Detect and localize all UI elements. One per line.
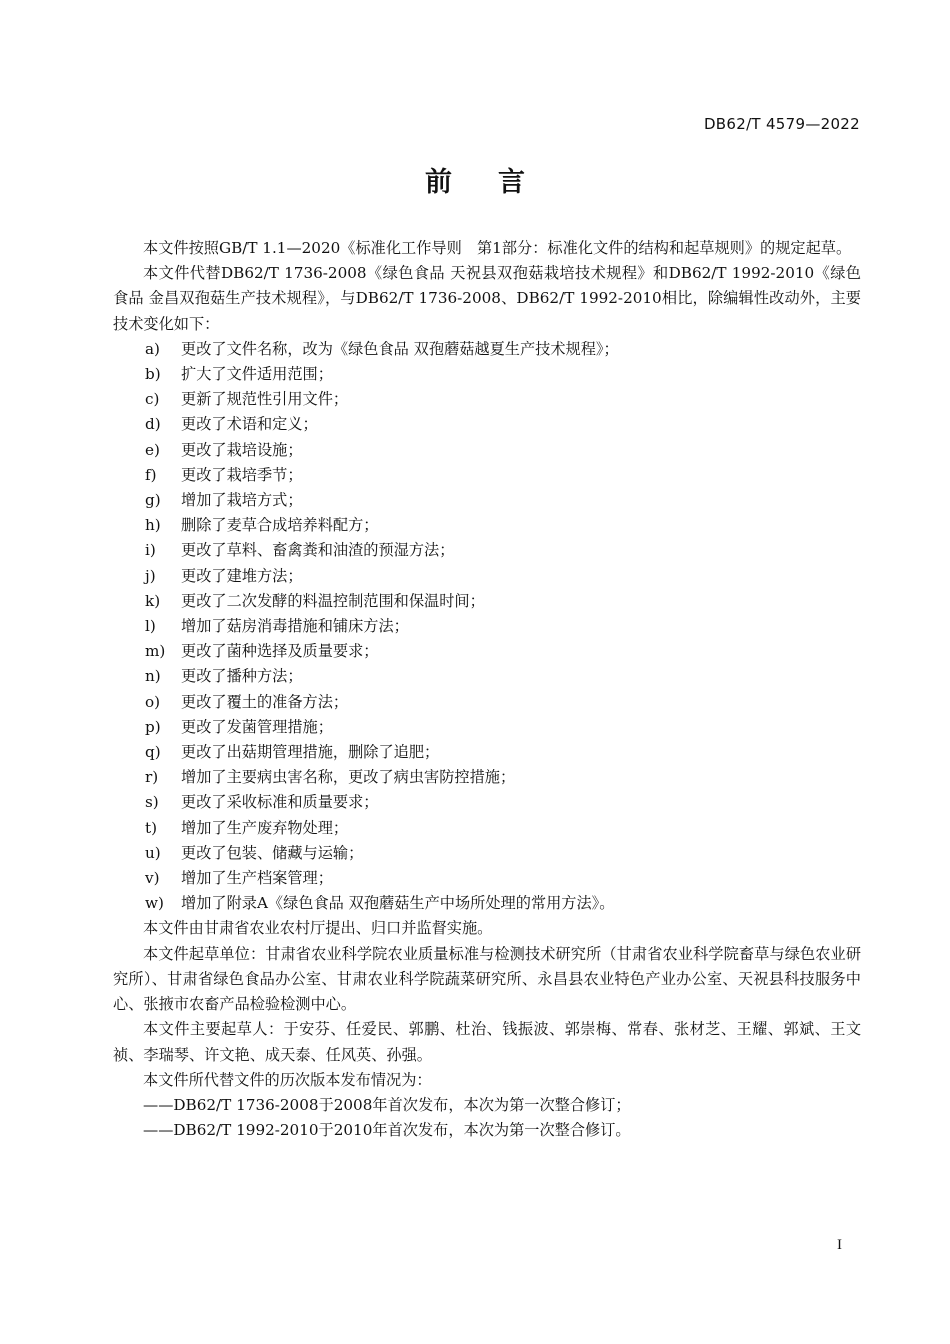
list-item-marker: k)	[145, 591, 161, 610]
list-item-marker: s)	[145, 793, 159, 812]
list-item-text: 增加了主要病虫害名称，更改了病虫害防控措施；	[181, 768, 516, 787]
drafters-paragraph: 本文件主要起草人：于安芬、任爱民、郭鹏、杜治、钱振波、郭崇梅、常春、张材芝、王耀、郭斌、王文祯、李瑞琴、许文艳、成天泰、任风英、孙强。	[113, 1020, 861, 1064]
history-item: ——DB62/T 1736-2008于2008年首次发布，本次为第一次整合修订；	[143, 1095, 631, 1114]
list-item-marker: p)	[145, 717, 161, 736]
list-item	[113, 488, 861, 513]
list-item-marker: i)	[145, 541, 156, 560]
list-item-marker: w)	[145, 894, 164, 913]
title-char-1: 前	[425, 167, 452, 198]
page-number: I	[837, 1237, 842, 1253]
list-item-text: 删除了麦草合成培养料配方；	[181, 516, 379, 535]
list-item-marker: t)	[145, 818, 158, 837]
list-item	[113, 438, 861, 463]
changes-list	[113, 337, 861, 917]
list-item-text: 增加了菇房消毒措施和铺床方法；	[181, 617, 409, 636]
list-item-marker: d)	[145, 415, 161, 434]
list-item-text: 增加了生产废弃物处理；	[181, 818, 349, 837]
list-item	[113, 715, 861, 740]
list-item-text: 更新了规范性引用文件；	[181, 390, 349, 409]
list-item-text: 更改了菌种选择及质量要求；	[181, 642, 379, 661]
list-item	[113, 690, 861, 715]
list-item	[113, 639, 861, 664]
list-item-text: 增加了生产档案管理；	[181, 869, 333, 888]
list-item	[113, 866, 861, 891]
list-item	[113, 387, 861, 412]
list-item-marker: v)	[145, 869, 160, 888]
list-item-marker: q)	[145, 743, 161, 762]
list-item-marker: b)	[145, 365, 161, 384]
list-item-text: 更改了草料、畜禽粪和油渣的预湿方法；	[181, 541, 455, 560]
list-item-text: 更改了术语和定义；	[181, 415, 318, 434]
list-item-marker: h)	[145, 516, 161, 535]
document-body	[113, 236, 861, 1143]
title-char-2: 言	[498, 167, 525, 198]
list-item-text: 更改了采收标准和质量要求；	[181, 793, 379, 812]
list-item-text: 更改了栽培设施；	[181, 440, 303, 459]
document-code: DB62/T 4579—2022	[703, 115, 860, 133]
list-item-text: 增加了附录A《绿色食品 双孢蘑菇生产中场所处理的常用方法》。	[181, 894, 615, 913]
list-item	[113, 463, 861, 488]
list-item-marker: j)	[145, 566, 156, 585]
list-item-marker: c)	[145, 390, 160, 409]
list-item-marker: m)	[145, 642, 166, 661]
list-item	[113, 816, 861, 841]
list-item-text: 更改了栽培季节；	[181, 465, 303, 484]
list-item-marker: f)	[145, 465, 157, 484]
list-item-marker: r)	[145, 768, 159, 787]
list-item-marker: o)	[145, 692, 161, 711]
list-item-marker: u)	[145, 843, 161, 862]
list-item	[113, 337, 861, 362]
list-item-marker: e)	[145, 440, 160, 459]
list-item	[113, 790, 861, 815]
list-item	[113, 841, 861, 866]
list-item	[113, 564, 861, 589]
list-item-marker: a)	[145, 339, 160, 358]
list-item-text: 更改了建堆方法；	[181, 566, 303, 585]
intro-paragraph-2: 本文件代替DB62/T 1736-2008《绿色食品 天祝县双孢菇栽培技术规程》和DB62/T 1992-2010《绿色食品 金昌双孢菇生产技术规程》，与DB62/T 1736-2008、DB62/T 1992-2010相比，除编辑性改动外，主要技术变化如下：	[113, 264, 861, 333]
page-title	[0, 160, 950, 199]
list-item	[113, 765, 861, 790]
list-item-text: 增加了栽培方式；	[181, 491, 303, 510]
list-item-text: 更改了覆土的准备方法；	[181, 692, 349, 711]
list-item-text: 扩大了文件适用范围；	[181, 365, 333, 384]
list-item-text: 更改了出菇期管理措施，删除了追肥；	[181, 743, 440, 762]
list-item	[113, 740, 861, 765]
drafting-units-paragraph: 本文件起草单位：甘肃省农业科学院农业质量标准与检测技术研究所（甘肃省农业科学院畜草与绿色农业研究所）、甘肃省绿色食品办公室、甘肃农业科学院蔬菜研究所、永昌县农业特色产业办公室、天祝县科技服务中心、张掖市农畜产品检验检测中心。	[113, 944, 861, 1014]
list-item	[113, 538, 861, 563]
list-item	[113, 589, 861, 614]
list-item-text: 更改了二次发酵的料温控制范围和保温时间；	[181, 591, 485, 610]
list-item-text: 更改了包装、储藏与运输；	[181, 843, 364, 862]
history-intro-paragraph: 本文件所代替文件的历次版本发布情况为：	[143, 1070, 432, 1089]
list-item-text: 更改了发菌管理措施；	[181, 717, 333, 736]
list-item-text: 更改了播种方法；	[181, 667, 303, 686]
list-item-marker: n)	[145, 667, 161, 686]
list-item-text: 更改了文件名称，改为《绿色食品 双孢蘑菇越夏生产技术规程》；	[181, 339, 619, 358]
intro-paragraph-1: 本文件按照GB/T 1.1—2020《标准化工作导则 第1部分：标准化文件的结构和起草规则》的规定起草。	[143, 239, 852, 257]
list-item-marker: l)	[145, 617, 156, 636]
list-item	[113, 891, 861, 916]
list-item-marker: g)	[145, 491, 161, 510]
list-item	[113, 614, 861, 639]
list-item	[113, 362, 861, 387]
list-item	[113, 412, 861, 437]
list-item	[113, 513, 861, 538]
proposer-paragraph: 本文件由甘肃省农业农村厅提出、归口并监督实施。	[143, 919, 493, 938]
history-item: ——DB62/T 1992-2010于2010年首次发布，本次为第一次整合修订。	[143, 1121, 631, 1140]
list-item	[113, 664, 861, 689]
